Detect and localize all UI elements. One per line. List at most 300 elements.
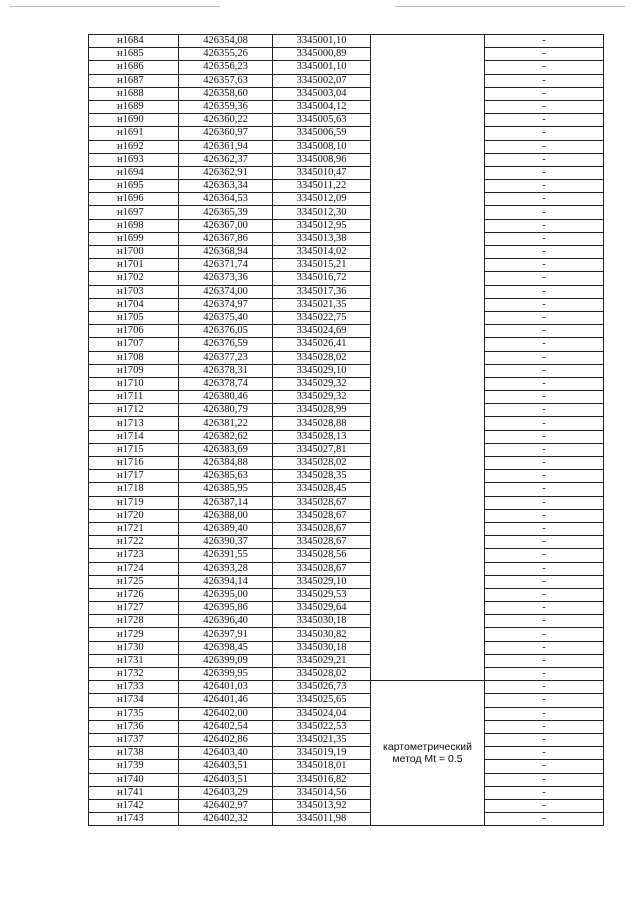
error-cell: - <box>485 140 604 153</box>
point-name-cell: н1738 <box>89 747 179 760</box>
coord-y-cell: 3345008,96 <box>273 153 371 166</box>
point-name-cell: н1690 <box>89 114 179 127</box>
coord-x-cell: 426359,36 <box>179 100 273 113</box>
table-row <box>89 311 604 324</box>
error-cell: - <box>485 641 604 654</box>
coord-x-cell: 426403,51 <box>179 773 273 786</box>
point-name-cell: н1705 <box>89 311 179 324</box>
error-cell: - <box>485 562 604 575</box>
error-cell: - <box>485 483 604 496</box>
coord-y-cell: 3345014,56 <box>273 786 371 799</box>
error-cell: - <box>485 575 604 588</box>
coord-y-cell: 3345004,12 <box>273 100 371 113</box>
coord-x-cell: 426395,86 <box>179 602 273 615</box>
coord-y-cell: 3345024,04 <box>273 707 371 720</box>
table-row <box>89 760 604 773</box>
error-cell: - <box>485 773 604 786</box>
coord-x-cell: 426395,00 <box>179 588 273 601</box>
table-row <box>89 483 604 496</box>
error-cell: - <box>485 470 604 483</box>
error-cell: - <box>485 522 604 535</box>
coord-y-cell: 3345026,41 <box>273 338 371 351</box>
error-cell: - <box>485 799 604 812</box>
error-cell: - <box>485 351 604 364</box>
table-row <box>89 61 604 74</box>
error-cell: - <box>485 404 604 417</box>
coord-y-cell: 3345016,72 <box>273 272 371 285</box>
point-name-cell: н1709 <box>89 364 179 377</box>
point-name-cell: н1723 <box>89 549 179 562</box>
error-cell: - <box>485 602 604 615</box>
table-row <box>89 681 604 694</box>
coord-x-cell: 426354,08 <box>179 35 273 48</box>
coord-y-cell: 3345028,45 <box>273 483 371 496</box>
table-row <box>89 707 604 720</box>
table-row <box>89 522 604 535</box>
coord-x-cell: 426388,00 <box>179 509 273 522</box>
point-name-cell: н1700 <box>89 246 179 259</box>
error-cell: - <box>485 536 604 549</box>
error-cell: - <box>485 87 604 100</box>
error-cell: - <box>485 681 604 694</box>
coord-x-cell: 426361,94 <box>179 140 273 153</box>
point-name-cell: н1684 <box>89 35 179 48</box>
table-row <box>89 470 604 483</box>
coordinates-table-body <box>89 35 604 826</box>
error-cell: - <box>485 443 604 456</box>
table-row <box>89 298 604 311</box>
coord-y-cell: 3345028,02 <box>273 457 371 470</box>
coord-y-cell: 3345012,09 <box>273 193 371 206</box>
coord-y-cell: 3345028,67 <box>273 522 371 535</box>
coord-x-cell: 426373,36 <box>179 272 273 285</box>
method-note: картометрический метод Mt = 0.5 <box>383 741 472 766</box>
error-cell: - <box>485 232 604 245</box>
coord-x-cell: 426394,14 <box>179 575 273 588</box>
error-cell: - <box>485 786 604 799</box>
coord-y-cell: 3345028,67 <box>273 536 371 549</box>
point-name-cell: н1708 <box>89 351 179 364</box>
table-row <box>89 35 604 48</box>
coord-y-cell: 3345029,32 <box>273 377 371 390</box>
point-name-cell: н1732 <box>89 668 179 681</box>
coord-x-cell: 426371,74 <box>179 259 273 272</box>
table-row <box>89 509 604 522</box>
point-name-cell: н1695 <box>89 180 179 193</box>
coord-y-cell: 3345029,10 <box>273 364 371 377</box>
top-edge-line-right <box>395 6 625 7</box>
point-name-cell: н1710 <box>89 377 179 390</box>
point-name-cell: н1688 <box>89 87 179 100</box>
coord-x-cell: 426362,37 <box>179 153 273 166</box>
table-row <box>89 799 604 812</box>
coord-y-cell: 3345018,01 <box>273 760 371 773</box>
coord-y-cell: 3345024,69 <box>273 325 371 338</box>
point-name-cell: н1689 <box>89 100 179 113</box>
coord-y-cell: 3345012,95 <box>273 219 371 232</box>
error-cell: - <box>485 311 604 324</box>
point-name-cell: н1719 <box>89 496 179 509</box>
error-cell: - <box>485 272 604 285</box>
point-name-cell: н1726 <box>89 588 179 601</box>
coord-x-cell: 426364,53 <box>179 193 273 206</box>
table-row <box>89 206 604 219</box>
point-name-cell: н1722 <box>89 536 179 549</box>
error-cell: - <box>485 377 604 390</box>
error-cell: - <box>485 509 604 522</box>
coord-x-cell: 426360,97 <box>179 127 273 140</box>
error-cell: - <box>485 747 604 760</box>
table-row <box>89 246 604 259</box>
point-name-cell: н1720 <box>89 509 179 522</box>
error-cell: - <box>485 61 604 74</box>
table-row <box>89 285 604 298</box>
table-row <box>89 654 604 667</box>
coord-y-cell: 3345028,13 <box>273 430 371 443</box>
coord-y-cell: 3345025,65 <box>273 694 371 707</box>
table-row <box>89 813 604 826</box>
table-row <box>89 364 604 377</box>
coord-x-cell: 426385,63 <box>179 470 273 483</box>
table-row <box>89 48 604 61</box>
coord-x-cell: 426396,40 <box>179 615 273 628</box>
coord-y-cell: 3345028,56 <box>273 549 371 562</box>
coord-x-cell: 426357,63 <box>179 74 273 87</box>
point-name-cell: н1735 <box>89 707 179 720</box>
coord-y-cell: 3345015,21 <box>273 259 371 272</box>
coord-y-cell: 3345010,47 <box>273 166 371 179</box>
table-row <box>89 628 604 641</box>
point-name-cell: н1703 <box>89 285 179 298</box>
coord-x-cell: 426375,40 <box>179 311 273 324</box>
coord-x-cell: 426398,45 <box>179 641 273 654</box>
coord-x-cell: 426374,00 <box>179 285 273 298</box>
error-cell: - <box>485 246 604 259</box>
table-row <box>89 140 604 153</box>
table-row <box>89 180 604 193</box>
error-cell: - <box>485 193 604 206</box>
table-row <box>89 457 604 470</box>
coord-x-cell: 426391,55 <box>179 549 273 562</box>
point-name-cell: н1725 <box>89 575 179 588</box>
coord-y-cell: 3345008,10 <box>273 140 371 153</box>
coord-y-cell: 3345028,67 <box>273 562 371 575</box>
error-cell: - <box>485 457 604 470</box>
point-name-cell: н1701 <box>89 259 179 272</box>
coord-x-cell: 426367,00 <box>179 219 273 232</box>
table-row <box>89 443 604 456</box>
coord-x-cell: 426365,39 <box>179 206 273 219</box>
point-name-cell: н1712 <box>89 404 179 417</box>
error-cell: - <box>485 153 604 166</box>
coord-x-cell: 426378,31 <box>179 364 273 377</box>
coord-y-cell: 3345029,10 <box>273 575 371 588</box>
coord-x-cell: 426384,88 <box>179 457 273 470</box>
point-name-cell: н1686 <box>89 61 179 74</box>
point-name-cell: н1713 <box>89 417 179 430</box>
coord-x-cell: 426376,59 <box>179 338 273 351</box>
point-name-cell: н1736 <box>89 720 179 733</box>
point-name-cell: н1698 <box>89 219 179 232</box>
coord-y-cell: 3345012,30 <box>273 206 371 219</box>
error-cell: - <box>485 668 604 681</box>
point-name-cell: н1693 <box>89 153 179 166</box>
point-name-cell: н1729 <box>89 628 179 641</box>
coord-y-cell: 3345029,32 <box>273 391 371 404</box>
table-row <box>89 786 604 799</box>
coord-y-cell: 3345001,10 <box>273 35 371 48</box>
coord-x-cell: 426363,34 <box>179 180 273 193</box>
coord-y-cell: 3345028,35 <box>273 470 371 483</box>
table-row <box>89 272 604 285</box>
error-cell: - <box>485 733 604 746</box>
coord-y-cell: 3345011,22 <box>273 180 371 193</box>
coord-x-cell: 426402,00 <box>179 707 273 720</box>
coord-x-cell: 426402,97 <box>179 799 273 812</box>
table-row <box>89 773 604 786</box>
point-name-cell: н1718 <box>89 483 179 496</box>
coord-y-cell: 3345019,19 <box>273 747 371 760</box>
coord-x-cell: 426367,86 <box>179 232 273 245</box>
method-cell-empty <box>371 35 485 681</box>
coord-y-cell: 3345013,38 <box>273 232 371 245</box>
coord-y-cell: 3345016,82 <box>273 773 371 786</box>
table-row <box>89 351 604 364</box>
coord-x-cell: 426382,62 <box>179 430 273 443</box>
table-row <box>89 747 604 760</box>
point-name-cell: н1734 <box>89 694 179 707</box>
coord-y-cell: 3345005,63 <box>273 114 371 127</box>
point-name-cell: н1687 <box>89 74 179 87</box>
table-row <box>89 325 604 338</box>
coord-x-cell: 426402,32 <box>179 813 273 826</box>
table-row <box>89 588 604 601</box>
error-cell: - <box>485 35 604 48</box>
coord-x-cell: 426403,29 <box>179 786 273 799</box>
table-row <box>89 404 604 417</box>
error-cell: - <box>485 760 604 773</box>
coord-y-cell: 3345001,10 <box>273 61 371 74</box>
coord-y-cell: 3345028,99 <box>273 404 371 417</box>
coord-x-cell: 426378,74 <box>179 377 273 390</box>
coord-x-cell: 426362,91 <box>179 166 273 179</box>
error-cell: - <box>485 430 604 443</box>
point-name-cell: н1685 <box>89 48 179 61</box>
table-row <box>89 641 604 654</box>
point-name-cell: н1743 <box>89 813 179 826</box>
error-cell: - <box>485 298 604 311</box>
coord-x-cell: 426401,03 <box>179 681 273 694</box>
error-cell: - <box>485 285 604 298</box>
point-name-cell: н1740 <box>89 773 179 786</box>
table-row <box>89 417 604 430</box>
point-name-cell: н1694 <box>89 166 179 179</box>
table-row <box>89 114 604 127</box>
coord-y-cell: 3345028,02 <box>273 668 371 681</box>
table-row <box>89 694 604 707</box>
error-cell: - <box>485 127 604 140</box>
error-cell: - <box>485 588 604 601</box>
coord-x-cell: 426403,40 <box>179 747 273 760</box>
table-row <box>89 602 604 615</box>
coord-y-cell: 3345014,02 <box>273 246 371 259</box>
coord-x-cell: 426389,40 <box>179 522 273 535</box>
point-name-cell: н1692 <box>89 140 179 153</box>
table-row <box>89 668 604 681</box>
coord-x-cell: 426360,22 <box>179 114 273 127</box>
point-name-cell: н1707 <box>89 338 179 351</box>
coord-x-cell: 426399,09 <box>179 654 273 667</box>
table-row <box>89 153 604 166</box>
error-cell: - <box>485 720 604 733</box>
point-name-cell: н1739 <box>89 760 179 773</box>
table-row <box>89 166 604 179</box>
error-cell: - <box>485 707 604 720</box>
point-name-cell: н1691 <box>89 127 179 140</box>
coord-y-cell: 3345029,64 <box>273 602 371 615</box>
point-name-cell: н1702 <box>89 272 179 285</box>
table-row <box>89 259 604 272</box>
point-name-cell: н1730 <box>89 641 179 654</box>
point-name-cell: н1714 <box>89 430 179 443</box>
coord-x-cell: 426376,05 <box>179 325 273 338</box>
point-name-cell: н1716 <box>89 457 179 470</box>
coord-y-cell: 3345013,92 <box>273 799 371 812</box>
table-row <box>89 575 604 588</box>
coord-x-cell: 426387,14 <box>179 496 273 509</box>
error-cell: - <box>485 417 604 430</box>
table-row <box>89 87 604 100</box>
coord-y-cell: 3345022,75 <box>273 311 371 324</box>
coord-x-cell: 426380,46 <box>179 391 273 404</box>
coord-y-cell: 3345021,35 <box>273 733 371 746</box>
error-cell: - <box>485 496 604 509</box>
error-cell: - <box>485 694 604 707</box>
error-cell: - <box>485 74 604 87</box>
coord-y-cell: 3345026,73 <box>273 681 371 694</box>
coord-y-cell: 3345022,53 <box>273 720 371 733</box>
point-name-cell: н1717 <box>89 470 179 483</box>
coordinates-table <box>88 34 604 826</box>
table-row <box>89 338 604 351</box>
error-cell: - <box>485 549 604 562</box>
point-name-cell: н1696 <box>89 193 179 206</box>
coord-y-cell: 3345028,02 <box>273 351 371 364</box>
coord-y-cell: 3345002,07 <box>273 74 371 87</box>
point-name-cell: н1706 <box>89 325 179 338</box>
table-row <box>89 496 604 509</box>
point-name-cell: н1737 <box>89 733 179 746</box>
coord-y-cell: 3345030,18 <box>273 641 371 654</box>
coord-x-cell: 426383,69 <box>179 443 273 456</box>
error-cell: - <box>485 166 604 179</box>
error-cell: - <box>485 628 604 641</box>
coord-y-cell: 3345028,67 <box>273 509 371 522</box>
coord-y-cell: 3345027,81 <box>273 443 371 456</box>
coord-y-cell: 3345030,18 <box>273 615 371 628</box>
table-row <box>89 232 604 245</box>
error-cell: - <box>485 615 604 628</box>
coord-x-cell: 426368,94 <box>179 246 273 259</box>
coord-y-cell: 3345029,21 <box>273 654 371 667</box>
coord-x-cell: 426356,23 <box>179 61 273 74</box>
coord-y-cell: 3345028,67 <box>273 496 371 509</box>
point-name-cell: н1731 <box>89 654 179 667</box>
point-name-cell: н1733 <box>89 681 179 694</box>
point-name-cell: н1711 <box>89 391 179 404</box>
coord-x-cell: 426381,22 <box>179 417 273 430</box>
point-name-cell: н1704 <box>89 298 179 311</box>
point-name-cell: н1728 <box>89 615 179 628</box>
point-name-cell: н1715 <box>89 443 179 456</box>
table-row <box>89 193 604 206</box>
error-cell: - <box>485 180 604 193</box>
table-row <box>89 377 604 390</box>
coord-x-cell: 426402,54 <box>179 720 273 733</box>
point-name-cell: н1699 <box>89 232 179 245</box>
table-row <box>89 430 604 443</box>
coord-x-cell: 426358,60 <box>179 87 273 100</box>
table-row <box>89 391 604 404</box>
table-row <box>89 100 604 113</box>
error-cell: - <box>485 259 604 272</box>
coord-y-cell: 3345028,88 <box>273 417 371 430</box>
coord-y-cell: 3345011,98 <box>273 813 371 826</box>
error-cell: - <box>485 364 604 377</box>
table-row <box>89 536 604 549</box>
coord-x-cell: 426399,95 <box>179 668 273 681</box>
error-cell: - <box>485 100 604 113</box>
coord-y-cell: 3345003,04 <box>273 87 371 100</box>
coord-x-cell: 426380,79 <box>179 404 273 417</box>
coord-y-cell: 3345000,89 <box>273 48 371 61</box>
coord-x-cell: 426385,95 <box>179 483 273 496</box>
coord-x-cell: 426403,51 <box>179 760 273 773</box>
table-row <box>89 615 604 628</box>
table-row <box>89 562 604 575</box>
point-name-cell: н1741 <box>89 786 179 799</box>
error-cell: - <box>485 206 604 219</box>
coord-x-cell: 426374,97 <box>179 298 273 311</box>
method-cell <box>371 681 485 826</box>
top-edge-line-left <box>10 6 220 7</box>
coord-x-cell: 426393,28 <box>179 562 273 575</box>
coord-x-cell: 426355,26 <box>179 48 273 61</box>
coord-x-cell: 426377,23 <box>179 351 273 364</box>
coord-x-cell: 426390,37 <box>179 536 273 549</box>
table-row <box>89 720 604 733</box>
table-row <box>89 74 604 87</box>
point-name-cell: н1742 <box>89 799 179 812</box>
table-row <box>89 219 604 232</box>
coord-x-cell: 426402,86 <box>179 733 273 746</box>
point-name-cell: н1727 <box>89 602 179 615</box>
point-name-cell: н1721 <box>89 522 179 535</box>
coord-y-cell: 3345021,35 <box>273 298 371 311</box>
coord-x-cell: 426397,91 <box>179 628 273 641</box>
error-cell: - <box>485 219 604 232</box>
coord-y-cell: 3345017,36 <box>273 285 371 298</box>
error-cell: - <box>485 114 604 127</box>
error-cell: - <box>485 48 604 61</box>
coord-y-cell: 3345029,53 <box>273 588 371 601</box>
coord-y-cell: 3345030,82 <box>273 628 371 641</box>
error-cell: - <box>485 391 604 404</box>
point-name-cell: н1697 <box>89 206 179 219</box>
table-row <box>89 733 604 746</box>
error-cell: - <box>485 325 604 338</box>
error-cell: - <box>485 338 604 351</box>
